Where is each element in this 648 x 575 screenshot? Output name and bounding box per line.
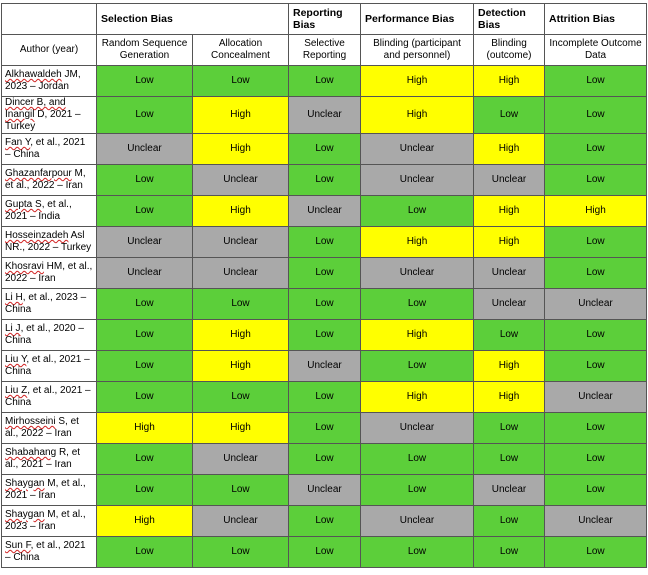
- risk-cell-incomplete-outcome-data: Low: [545, 258, 647, 289]
- risk-cell-incomplete-outcome-data: Low: [545, 475, 647, 506]
- risk-cell-blinding-participant-and-personnel: Low: [361, 475, 474, 506]
- risk-cell-incomplete-outcome-data: Low: [545, 134, 647, 165]
- risk-cell-random-sequence-generation: Unclear: [97, 134, 193, 165]
- risk-cell-selective-reporting: Low: [289, 258, 361, 289]
- risk-cell-blinding-outcome: Low: [474, 97, 545, 134]
- risk-cell-blinding-outcome: Unclear: [474, 165, 545, 196]
- table-row: [2, 506, 647, 537]
- risk-cell-blinding-participant-and-personnel: Low: [361, 289, 474, 320]
- risk-cell-allocation-concealment: High: [193, 320, 289, 351]
- author-cell: [2, 382, 97, 413]
- author-name: Gupta S: [5, 199, 42, 210]
- author-cell: [2, 506, 97, 537]
- risk-cell-blinding-participant-and-personnel: Low: [361, 444, 474, 475]
- author-year-country: Asl NR., 2022 – Turkey: [5, 230, 92, 253]
- author-year-country: M, et al., 2021 – Iran: [5, 478, 86, 501]
- author-cell: [2, 351, 97, 382]
- author-year-country: , et al., 2021 – China: [5, 354, 90, 377]
- group-header-selection-bias: Selection Bias: [97, 4, 289, 35]
- table-row: [2, 382, 647, 413]
- risk-cell-random-sequence-generation: High: [97, 506, 193, 537]
- risk-cell-blinding-outcome: High: [474, 351, 545, 382]
- author-year-country: JM, 2023 – Jordan: [5, 69, 81, 92]
- risk-cell-random-sequence-generation: Low: [97, 382, 193, 413]
- author-cell: [2, 320, 97, 351]
- author-name: Mirhosseini: [5, 416, 56, 427]
- author-year-country: R, et al., 2021 – Iran: [5, 447, 81, 470]
- risk-cell-random-sequence-generation: Unclear: [97, 227, 193, 258]
- risk-cell-blinding-outcome: Low: [474, 506, 545, 537]
- author-year-country: , et al., 2023 – China: [5, 292, 87, 315]
- author-year-country: , et al., 2020 – China: [5, 323, 84, 346]
- group-header-reporting-bias: Reporting Bias: [289, 4, 361, 35]
- risk-cell-selective-reporting: Unclear: [289, 196, 361, 227]
- table-row: [2, 351, 647, 382]
- author-cell: [2, 66, 97, 97]
- risk-cell-random-sequence-generation: Low: [97, 289, 193, 320]
- column-header-allocation-concealment: Allocation Concealment: [193, 35, 289, 66]
- risk-cell-selective-reporting: Low: [289, 320, 361, 351]
- risk-cell-allocation-concealment: High: [193, 351, 289, 382]
- author-name: Liu Y: [5, 354, 27, 365]
- risk-cell-incomplete-outcome-data: Low: [545, 351, 647, 382]
- risk-cell-blinding-participant-and-personnel: High: [361, 97, 474, 134]
- risk-cell-incomplete-outcome-data: Unclear: [545, 382, 647, 413]
- author-name: Ghazanfarpour: [5, 168, 72, 179]
- risk-cell-blinding-outcome: High: [474, 382, 545, 413]
- risk-cell-random-sequence-generation: Low: [97, 196, 193, 227]
- author-name: Sun F: [5, 540, 31, 551]
- risk-cell-blinding-participant-and-personnel: Unclear: [361, 413, 474, 444]
- risk-cell-allocation-concealment: Unclear: [193, 258, 289, 289]
- risk-cell-blinding-outcome: Unclear: [474, 475, 545, 506]
- author-cell: [2, 258, 97, 289]
- risk-cell-selective-reporting: Unclear: [289, 351, 361, 382]
- risk-cell-random-sequence-generation: Low: [97, 537, 193, 568]
- risk-cell-allocation-concealment: Low: [193, 382, 289, 413]
- risk-cell-selective-reporting: Low: [289, 165, 361, 196]
- author-year-country: , et al., 2021 – China: [5, 385, 91, 408]
- risk-cell-random-sequence-generation: Low: [97, 475, 193, 506]
- risk-cell-allocation-concealment: Low: [193, 537, 289, 568]
- risk-cell-blinding-participant-and-personnel: High: [361, 382, 474, 413]
- author-cell: [2, 165, 97, 196]
- risk-cell-random-sequence-generation: Low: [97, 97, 193, 134]
- risk-cell-incomplete-outcome-data: Low: [545, 97, 647, 134]
- risk-cell-blinding-participant-and-personnel: Unclear: [361, 134, 474, 165]
- column-header-selective-reporting: Selective Reporting: [289, 35, 361, 66]
- risk-cell-allocation-concealment: Unclear: [193, 227, 289, 258]
- column-header-blinding-participant-and-personnel: Blinding (participant and personnel): [361, 35, 474, 66]
- author-year-country: , et al., 2021 – India: [5, 199, 72, 222]
- risk-cell-allocation-concealment: Low: [193, 66, 289, 97]
- author-name: Li H: [5, 292, 23, 303]
- risk-cell-blinding-outcome: High: [474, 134, 545, 165]
- author-name: Dincer B, and Inangil: [5, 97, 66, 120]
- risk-cell-selective-reporting: Low: [289, 382, 361, 413]
- group-header-attrition-bias: Attrition Bias: [545, 4, 647, 35]
- risk-cell-selective-reporting: Unclear: [289, 475, 361, 506]
- author-year-country: , et al., 2021 – China: [5, 540, 86, 563]
- risk-cell-blinding-participant-and-personnel: Unclear: [361, 165, 474, 196]
- author-cell: [2, 134, 97, 165]
- risk-cell-selective-reporting: Low: [289, 506, 361, 537]
- risk-cell-allocation-concealment: Unclear: [193, 444, 289, 475]
- table-row: [2, 134, 647, 165]
- risk-cell-blinding-participant-and-personnel: Low: [361, 537, 474, 568]
- risk-cell-selective-reporting: Low: [289, 227, 361, 258]
- risk-cell-allocation-concealment: High: [193, 413, 289, 444]
- risk-cell-incomplete-outcome-data: Low: [545, 537, 647, 568]
- author-year-country: HM, et al., 2022 – Iran: [5, 261, 93, 284]
- column-header-row: [2, 35, 647, 66]
- table-row: [2, 196, 647, 227]
- risk-cell-incomplete-outcome-data: Low: [545, 413, 647, 444]
- risk-cell-allocation-concealment: High: [193, 196, 289, 227]
- table-row: [2, 413, 647, 444]
- risk-cell-random-sequence-generation: Low: [97, 320, 193, 351]
- author-name: Hosseinzadeh: [5, 230, 69, 241]
- risk-cell-blinding-participant-and-personnel: Low: [361, 351, 474, 382]
- author-name: Liu Z: [5, 385, 28, 396]
- author-name: Fan Y: [5, 137, 31, 148]
- author-cell: [2, 289, 97, 320]
- column-header-random-sequence-generation: Random Sequence Generation: [97, 35, 193, 66]
- risk-cell-random-sequence-generation: High: [97, 413, 193, 444]
- risk-cell-blinding-outcome: Unclear: [474, 289, 545, 320]
- group-header-performance-bias: Performance Bias: [361, 4, 474, 35]
- author-cell: [2, 537, 97, 568]
- risk-cell-blinding-outcome: High: [474, 227, 545, 258]
- risk-cell-blinding-outcome: Low: [474, 444, 545, 475]
- table-row: [2, 444, 647, 475]
- author-cell: [2, 227, 97, 258]
- risk-cell-blinding-outcome: High: [474, 66, 545, 97]
- risk-cell-selective-reporting: Low: [289, 66, 361, 97]
- risk-cell-blinding-outcome: Low: [474, 537, 545, 568]
- table-row: [2, 289, 647, 320]
- risk-cell-allocation-concealment: Unclear: [193, 506, 289, 537]
- author-cell: [2, 413, 97, 444]
- author-year-country: M, et al., 2022 – Iran: [5, 168, 86, 191]
- author-cell: [2, 97, 97, 134]
- risk-cell-blinding-participant-and-personnel: High: [361, 66, 474, 97]
- risk-cell-allocation-concealment: Low: [193, 289, 289, 320]
- risk-cell-blinding-participant-and-personnel: Low: [361, 196, 474, 227]
- risk-cell-blinding-outcome: Low: [474, 413, 545, 444]
- risk-cell-blinding-participant-and-personnel: High: [361, 320, 474, 351]
- column-header-incomplete-outcome-data: Incomplete Outcome Data: [545, 35, 647, 66]
- risk-cell-incomplete-outcome-data: Low: [545, 320, 647, 351]
- author-name: Shabahang: [5, 447, 57, 458]
- risk-cell-selective-reporting: Low: [289, 134, 361, 165]
- column-header-author-year: Author (year): [2, 35, 97, 66]
- risk-cell-blinding-participant-and-personnel: Unclear: [361, 506, 474, 537]
- risk-cell-selective-reporting: Low: [289, 413, 361, 444]
- risk-cell-random-sequence-generation: Low: [97, 351, 193, 382]
- column-header-blinding-outcome: Blinding (outcome): [474, 35, 545, 66]
- risk-cell-incomplete-outcome-data: Low: [545, 444, 647, 475]
- author-name: Khosravi: [5, 261, 44, 272]
- author-name: Shaygan: [5, 509, 45, 520]
- author-name: Alkhawaldeh: [5, 69, 62, 80]
- group-header-detection-bias: Detection Bias: [474, 4, 545, 35]
- risk-cell-incomplete-outcome-data: Low: [545, 227, 647, 258]
- risk-cell-allocation-concealment: Unclear: [193, 165, 289, 196]
- table-row: [2, 320, 647, 351]
- author-year-country: M, et al., 2023 – Iran: [5, 509, 86, 532]
- risk-cell-blinding-outcome: Unclear: [474, 258, 545, 289]
- risk-cell-allocation-concealment: Low: [193, 475, 289, 506]
- risk-cell-random-sequence-generation: Low: [97, 444, 193, 475]
- risk-cell-selective-reporting: Low: [289, 444, 361, 475]
- bias-group-header-row: [2, 4, 647, 35]
- risk-cell-allocation-concealment: High: [193, 97, 289, 134]
- risk-cell-allocation-concealment: High: [193, 134, 289, 165]
- author-year-country: S, et al., 2022 – Iran: [5, 416, 79, 439]
- author-cell: [2, 444, 97, 475]
- risk-cell-blinding-outcome: Low: [474, 320, 545, 351]
- risk-cell-blinding-participant-and-personnel: Unclear: [361, 258, 474, 289]
- author-year-country: D, 2021 – Turkey: [5, 109, 81, 132]
- table-row: [2, 475, 647, 506]
- risk-cell-selective-reporting: Low: [289, 537, 361, 568]
- risk-of-bias-table: [1, 3, 647, 568]
- author-cell: [2, 475, 97, 506]
- author-cell: [2, 196, 97, 227]
- risk-cell-random-sequence-generation: Low: [97, 66, 193, 97]
- author-year-country: , et al., 2021 – China: [5, 137, 86, 160]
- author-name: Li J: [5, 323, 21, 334]
- table-body: [2, 66, 647, 568]
- table-row: [2, 66, 647, 97]
- table-row: [2, 537, 647, 568]
- risk-cell-incomplete-outcome-data: Unclear: [545, 506, 647, 537]
- table-row: [2, 258, 647, 289]
- risk-cell-random-sequence-generation: Low: [97, 165, 193, 196]
- risk-cell-incomplete-outcome-data: Unclear: [545, 289, 647, 320]
- table-row: [2, 165, 647, 196]
- table-row: [2, 227, 647, 258]
- risk-cell-incomplete-outcome-data: Low: [545, 165, 647, 196]
- risk-cell-selective-reporting: Low: [289, 289, 361, 320]
- risk-cell-blinding-outcome: High: [474, 196, 545, 227]
- group-header-empty: [2, 4, 97, 35]
- risk-cell-selective-reporting: Unclear: [289, 97, 361, 134]
- risk-cell-blinding-participant-and-personnel: High: [361, 227, 474, 258]
- risk-cell-random-sequence-generation: Unclear: [97, 258, 193, 289]
- risk-cell-incomplete-outcome-data: Low: [545, 66, 647, 97]
- table-row: [2, 97, 647, 134]
- risk-cell-incomplete-outcome-data: High: [545, 196, 647, 227]
- author-name: Shaygan: [5, 478, 45, 489]
